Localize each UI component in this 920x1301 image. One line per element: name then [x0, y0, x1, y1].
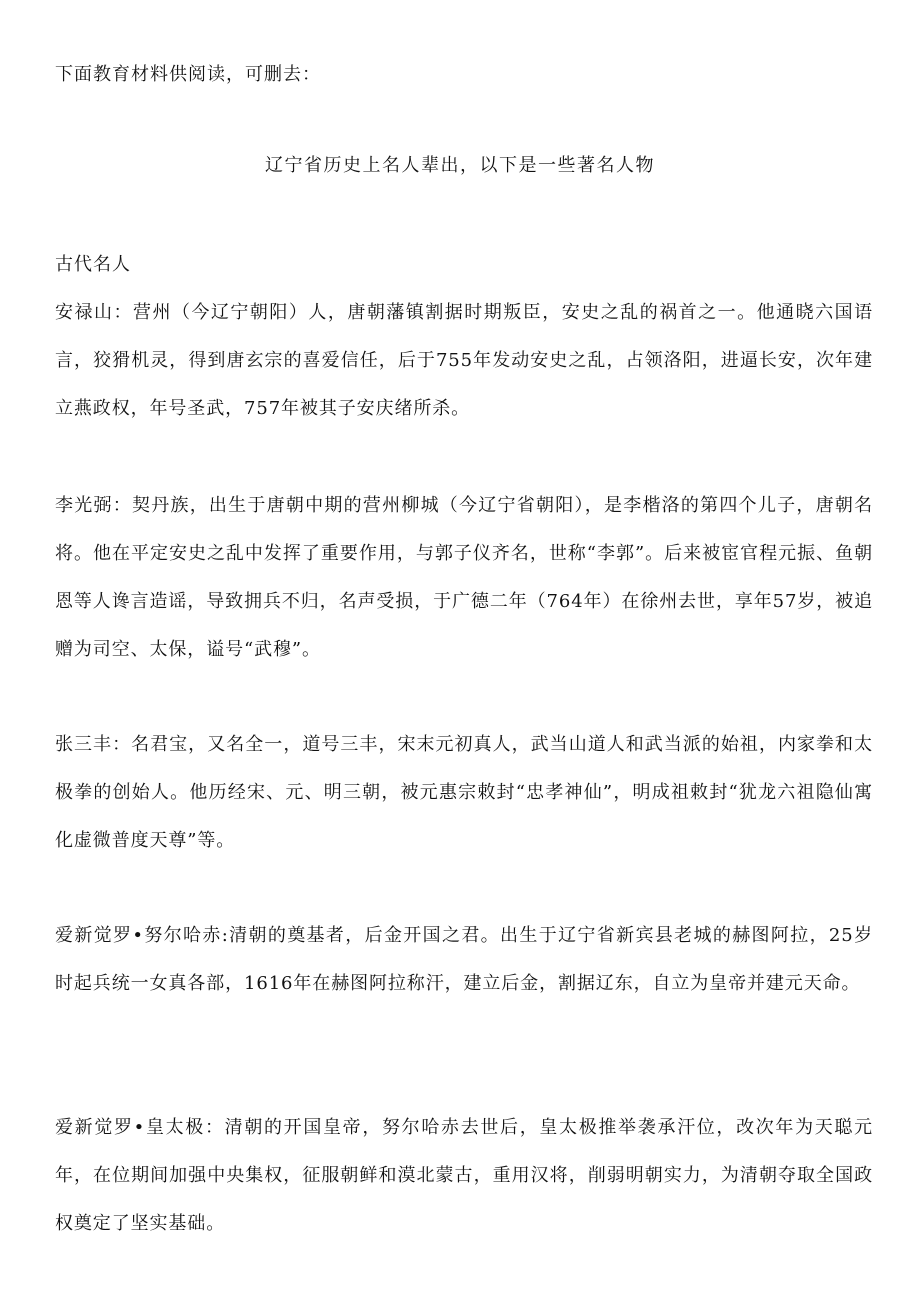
person-name: 安禄山： — [55, 302, 133, 323]
person-description: 名君宝，又名全一，道号三丰，宋末元初真人，武当山道人和武当派的始祖，内家拳和太极拳的创始人。他历经宋、元、明三朝，被元惠宗敕封“忠孝神仙”，明成祖敕封“犹龙六祖隐仙寓化虚微普度天尊”等。 — [55, 734, 873, 851]
person-entry — [55, 721, 873, 865]
person-description: 营州（今辽宁朝阳）人，唐朝藩镇割据时期叛臣，安史之乱的祸首之一。他通晓六国语言，狡猾机灵，得到唐玄宗的喜爱信任，后于755年发动安史之乱，占领洛阳，进逼长安，次年建立燕政权，年号圣武，757年被其子安庆绪所杀。 — [55, 302, 873, 419]
person-description: 清朝的奠基者，后金开国之君。出生于辽宁省新宾县老城的赫图阿拉，25岁时起兵统一女真各部，1616年在赫图阿拉称汗，建立后金，割据辽东，自立为皇帝并建元天命。 — [55, 925, 873, 994]
document-title: 辽宁省历史上名人辈出，以下是一些著名人物 — [265, 155, 655, 176]
person-entry — [55, 1104, 873, 1248]
person-name: 李光弼： — [55, 495, 132, 516]
person-entry — [55, 912, 873, 1008]
person-name: 爱新觉罗•努尔哈赤: — [55, 925, 229, 946]
reading-notice: 下面教育材料供阅读，可删去： — [55, 64, 321, 85]
person-entry — [55, 289, 873, 433]
person-description: 清朝的开国皇帝，努尔哈赤去世后，皇太极推举袭承汗位，改次年为天聪元年，在位期间加强中央集权，征服朝鲜和漠北蒙古，重用汉将，削弱明朝实力，为清朝夺取全国政权奠定了坚实基础。 — [55, 1117, 873, 1234]
person-name: 爱新觉罗•皇太极： — [55, 1117, 225, 1138]
person-description: 契丹族，出生于唐朝中期的营州柳城（今辽宁省朝阳），是李楷洛的第四个儿子，唐朝名将。他在平定安史之乱中发挥了重要作用，与郭子仪齐名，世称“李郭”。后来被宦官程元振、鱼朝恩等人谗言造谣，导致拥兵不归，名声受损，于广德二年（764年）在徐州去世，享年57岁，被追赠为司空、太保，谥号“武穆”。 — [55, 495, 873, 660]
person-entry — [55, 482, 873, 674]
section-heading: 古代名人 — [55, 254, 131, 275]
person-name: 张三丰： — [55, 734, 132, 755]
